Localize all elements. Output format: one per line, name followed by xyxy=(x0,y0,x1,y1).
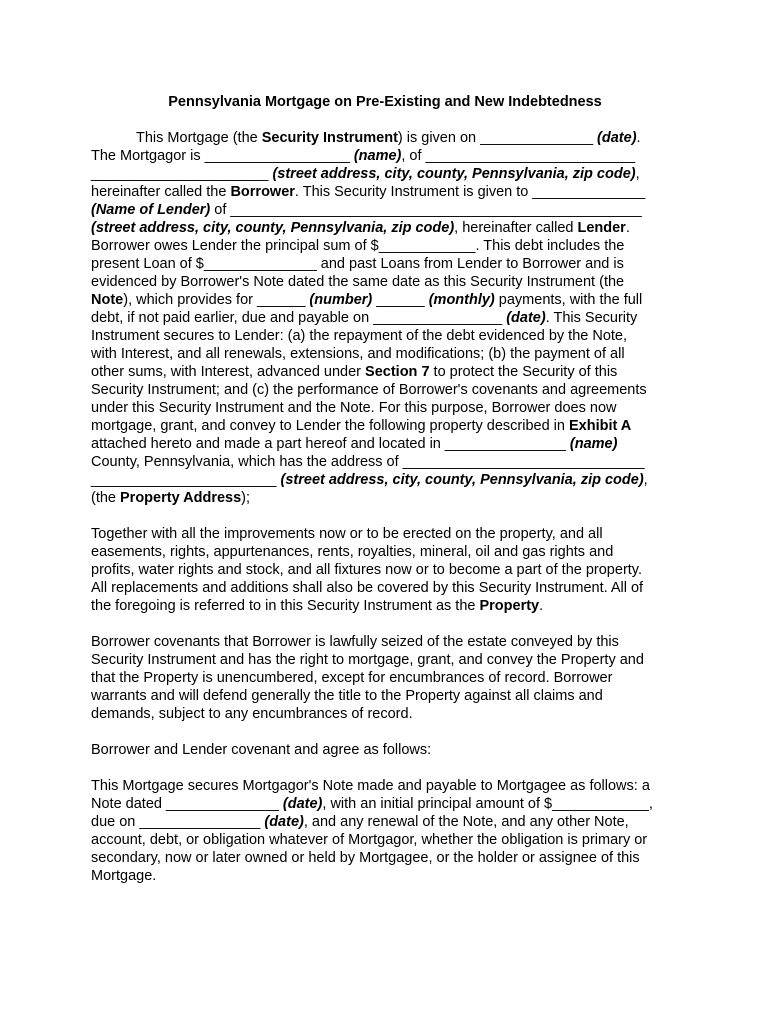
field-hint: (street address, city, county, Pennsylvania, zip code) xyxy=(272,166,636,182)
text-run: due on _______________ xyxy=(91,814,265,830)
text-line xyxy=(91,597,681,615)
text-run: County, Pennsylvania, which has the address of ______________________________ xyxy=(91,454,645,470)
text-line xyxy=(91,633,681,651)
defined-term: Exhibit A xyxy=(568,418,632,434)
text-run: Borrower covenants that Borrower is lawfully seized of the estate conveyed by this xyxy=(91,634,619,650)
text-run: ); xyxy=(241,490,251,506)
field-hint: (date) xyxy=(506,310,546,326)
text-line xyxy=(91,147,681,165)
text-line xyxy=(91,183,681,201)
text-run: _______________________ xyxy=(91,472,281,488)
text-line xyxy=(91,435,681,453)
text-run: Borrower and Lender covenant and agree as follows: xyxy=(91,742,432,758)
text-run: . xyxy=(539,598,544,614)
text-line xyxy=(91,201,681,219)
text-line xyxy=(91,561,681,579)
defined-term: Section 7 xyxy=(365,364,430,380)
text-run: of ___________________________________________________ xyxy=(210,202,642,218)
text-run: , of __________________________ xyxy=(401,148,636,164)
text-run: mortgage, grant, and convey to Lender the following property described in xyxy=(91,418,569,434)
text-run: ______ xyxy=(372,292,429,308)
text-line xyxy=(91,309,681,327)
paragraph-covenant-agree xyxy=(91,741,681,759)
text-run: . This Security Instrument is given to ______________ xyxy=(294,184,646,200)
text-run: evidenced by Borrower's Note dated the same date as this Security Instrument (the xyxy=(91,274,625,290)
text-line xyxy=(91,399,681,417)
text-line xyxy=(91,273,681,291)
text-run: , with an initial principal amount of $____________, xyxy=(322,796,653,812)
text-run: This Mortgage (the xyxy=(136,130,262,146)
text-run: . xyxy=(636,130,641,146)
text-line xyxy=(91,327,681,345)
text-line xyxy=(91,777,681,795)
field-hint: (Name of Lender) xyxy=(91,202,211,218)
defined-term: Lender xyxy=(577,220,626,236)
text-run: account, debt, or obligation whatever of Mortgagor, whether the obligation is primary or xyxy=(91,832,648,848)
text-line xyxy=(91,867,681,885)
field-hint: (name) xyxy=(353,148,402,164)
field-hint: (name) xyxy=(569,436,618,452)
text-run: . This Security xyxy=(545,310,638,326)
field-hint: (number) xyxy=(309,292,373,308)
text-run: to protect the Security of this xyxy=(429,364,618,380)
text-run: present Loan of $______________ and past Loans from Lender to Borrower and is xyxy=(91,256,624,272)
defined-term: Borrower xyxy=(230,184,295,200)
text-line xyxy=(91,831,681,849)
text-run: with Interest, and all renewals, extensions, and modifications; (b) the payment of all xyxy=(91,346,625,362)
paragraph-security-instrument xyxy=(91,129,681,507)
defined-term: Note xyxy=(91,292,124,308)
text-line xyxy=(91,579,681,597)
text-line xyxy=(91,669,681,687)
text-line xyxy=(91,219,681,237)
text-run: demands, subject to any encumbrances of record. xyxy=(91,706,413,722)
text-line xyxy=(91,129,681,147)
text-line xyxy=(91,417,681,435)
text-line xyxy=(91,165,681,183)
field-hint: (monthly) xyxy=(428,292,495,308)
text-line xyxy=(91,651,681,669)
paragraph-borrower-covenants xyxy=(91,633,681,723)
text-run: Borrower owes Lender the principal sum of $____________. This debt includes the xyxy=(91,238,625,254)
field-hint: (street address, city, county, Pennsylvania, zip code) xyxy=(280,472,644,488)
text-line xyxy=(91,741,681,759)
text-line xyxy=(91,705,681,723)
text-run: Instrument secures to Lender: (a) the repayment of the debt evidenced by the Note, xyxy=(91,328,628,344)
field-hint: (date) xyxy=(597,130,637,146)
text-line xyxy=(91,489,681,507)
text-run: the foregoing is referred to in this Security Instrument as the xyxy=(91,598,480,614)
text-run: hereinafter called the xyxy=(91,184,231,200)
text-run: Note dated ______________ xyxy=(91,796,283,812)
text-line xyxy=(91,471,681,489)
field-hint: (date) xyxy=(282,796,323,812)
text-line xyxy=(91,525,681,543)
text-line xyxy=(91,543,681,561)
text-run: , hereinafter called xyxy=(454,220,578,236)
text-run: , xyxy=(635,166,640,182)
text-run: All replacements and additions shall also be covered by this Security Instrument. All of xyxy=(91,580,644,596)
text-run: attached hereto and made a part hereof and located in _______________ xyxy=(91,436,570,452)
text-run: other sums, with Interest, advanced under xyxy=(91,364,366,380)
text-run: ), which provides for ______ xyxy=(123,292,310,308)
text-run: This Mortgage secures Mortgagor's Note made and payable to Mortgagee as follows: a xyxy=(91,778,650,794)
text-line xyxy=(91,381,681,399)
text-run: profits, water rights and stock, and all fixtures now or to become a part of the property. xyxy=(91,562,642,578)
text-run: easements, rights, appurtenances, rents, royalties, mineral, oil and gas rights and xyxy=(91,544,614,560)
defined-term: Property Address xyxy=(120,490,242,506)
text-run: The Mortgagor is __________________ xyxy=(91,148,354,164)
text-run: , xyxy=(643,472,648,488)
text-run: ) is given on ______________ xyxy=(397,130,598,146)
defined-term: Property xyxy=(479,598,540,614)
text-run: Security Instrument and has the right to mortgage, grant, and convey the Property and xyxy=(91,652,644,668)
text-line xyxy=(91,687,681,705)
document-title: Pennsylvania Mortgage on Pre-Existing and New Indebtedness xyxy=(168,94,602,110)
text-run: under this Security Instrument and the Note. For this purpose, Borrower does now xyxy=(91,400,617,416)
text-line xyxy=(91,291,681,309)
text-run: , and any renewal of the Note, and any other Note, xyxy=(303,814,629,830)
text-line xyxy=(91,813,681,831)
text-line xyxy=(91,237,681,255)
text-line xyxy=(91,363,681,381)
field-hint: (date) xyxy=(264,814,304,830)
text-run: . xyxy=(625,220,630,236)
text-run: Mortgage. xyxy=(91,868,157,884)
defined-term: Security Instrument xyxy=(261,130,398,146)
field-hint: (street address, city, county, Pennsylvania, zip code) xyxy=(91,220,455,236)
text-run: debt, if not paid earlier, due and payable on ________________ xyxy=(91,310,507,326)
paragraph-together-with xyxy=(91,525,681,615)
text-line xyxy=(91,849,681,867)
text-run: Together with all the improvements now or to be erected on the property, and all xyxy=(91,526,603,542)
text-run: ______________________ xyxy=(91,166,273,182)
paragraph-mortgage-secures xyxy=(91,777,681,885)
text-run: warrants and will defend generally the title to the Property against all claims and xyxy=(91,688,603,704)
text-run: secondary, now or later owned or held by Mortgagee, or the holder or assignee of this xyxy=(91,850,640,866)
text-line xyxy=(91,453,681,471)
text-run: Security Instrument; and (c) the performance of Borrower's covenants and agreements xyxy=(91,382,647,398)
document-body xyxy=(91,129,681,885)
text-line xyxy=(91,345,681,363)
text-run: that the Property is unencumbered, except for encumbrances of record. Borrower xyxy=(91,670,613,686)
text-run: (the xyxy=(91,490,121,506)
text-line xyxy=(91,795,681,813)
text-run: payments, with the full xyxy=(494,292,643,308)
text-line xyxy=(91,255,681,273)
